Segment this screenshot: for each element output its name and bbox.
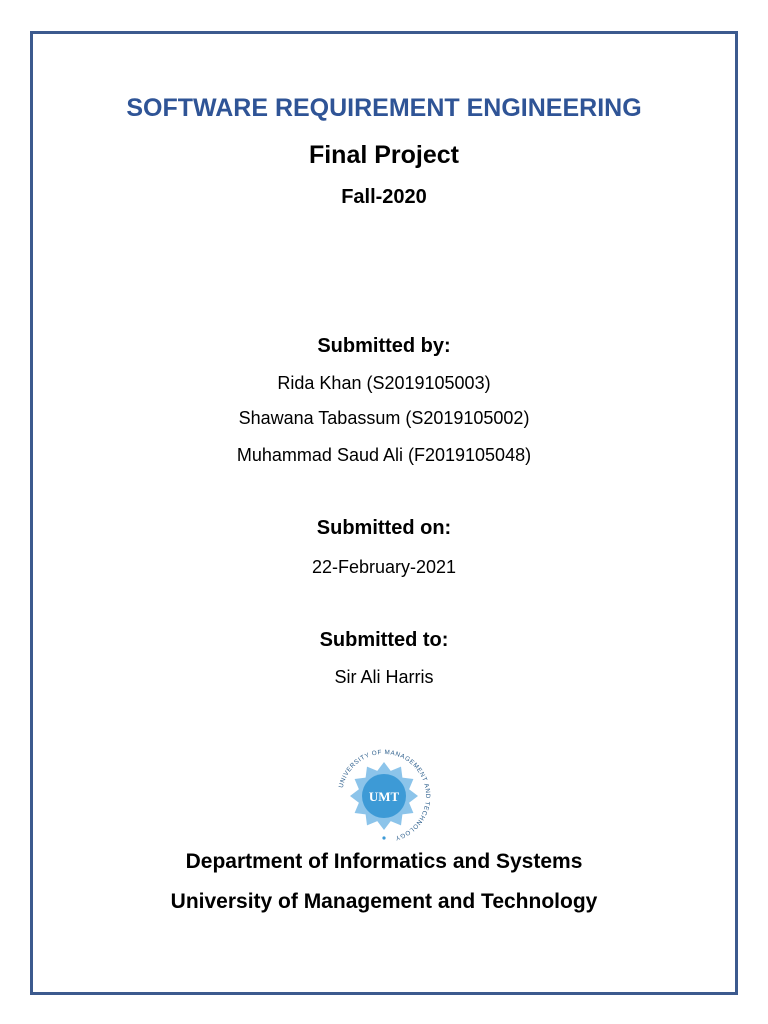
document-title: SOFTWARE REQUIREMENT ENGINEERING	[126, 94, 642, 122]
submitted-on-heading: Submitted on:	[316, 517, 452, 539]
supervisor-name: Sir Ali Harris	[334, 667, 434, 687]
svg-text:UNIVERSITY OF MANAGEMENT AND T: UNIVERSITY OF MANAGEMENT AND TECHNOLOGY	[337, 748, 432, 842]
umt-logo	[334, 746, 434, 846]
submission-date: 22-February-2021	[311, 557, 457, 577]
submitted-to-heading: Submitted to:	[319, 629, 449, 651]
department-name: Department of Informatics and Systems	[185, 850, 583, 873]
university-name: University of Management and Technology	[170, 890, 598, 913]
submitted-by-heading: Submitted by:	[317, 335, 451, 357]
term: Fall-2020	[341, 186, 427, 208]
member-name: Shawana Tabassum (S2019105002)	[238, 408, 530, 428]
svg-text:UMT: UMT	[368, 789, 400, 804]
member-name: Rida Khan (S2019105003)	[277, 373, 491, 393]
member-name: Muhammad Saud Ali (F2019105048)	[236, 445, 532, 465]
document-subtitle: Final Project	[308, 141, 460, 169]
